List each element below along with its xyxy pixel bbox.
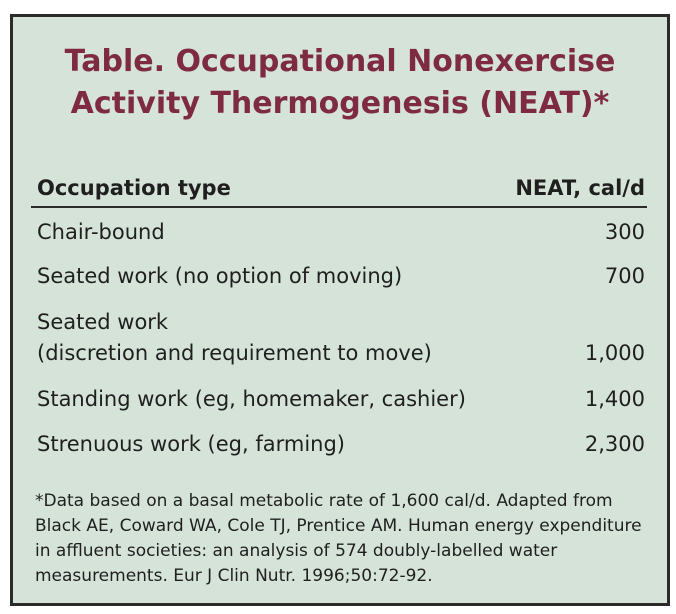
table-row [31, 375, 647, 421]
occupation-cell-line-2: (discretion and requirement to move) [37, 341, 432, 365]
neat-cell: 300 [604, 220, 645, 244]
neat-table [31, 170, 647, 466]
occupation-cell-line-1: Seated work [37, 310, 169, 334]
table-title-line-2: Activity Thermogenesis (NEAT)* [70, 86, 610, 121]
occupation-cell: Seated work (no option of moving) [37, 264, 403, 288]
table-row [31, 421, 647, 466]
occupation-cell: Chair-bound [37, 220, 165, 244]
neat-cell: 1,400 [584, 387, 645, 411]
neat-cell: 2,300 [584, 432, 645, 456]
table-row [31, 208, 647, 253]
neat-cell: 1,000 [584, 341, 645, 365]
occupation-cell: Strenuous work (eg, farming) [37, 432, 345, 456]
column-header-occupation: Occupation type [37, 176, 231, 200]
column-header-neat: NEAT, cal/d [515, 176, 645, 200]
table-header [31, 170, 647, 208]
table-footnote: *Data based on a basal metabolic rate of 1,600 cal/d. Adapted from Black AE, Coward WA, Cole TJ, Prentice AM. Human energy expenditure in affluent societies: an analysis of 574 doubly-labelled water measurements. Eur J Clin Nutr. 1996;50:72-92. [35, 491, 642, 586]
occupation-cell [37, 307, 432, 369]
table-row [31, 253, 647, 298]
neat-table-card [10, 14, 670, 606]
neat-cell: 700 [604, 264, 645, 288]
table-row [31, 298, 647, 375]
occupation-cell: Standing work (eg, homemaker, cashier) [37, 387, 466, 411]
table-title [13, 41, 667, 125]
table-title-line-1: Table. Occupational Nonexercise [64, 44, 616, 79]
